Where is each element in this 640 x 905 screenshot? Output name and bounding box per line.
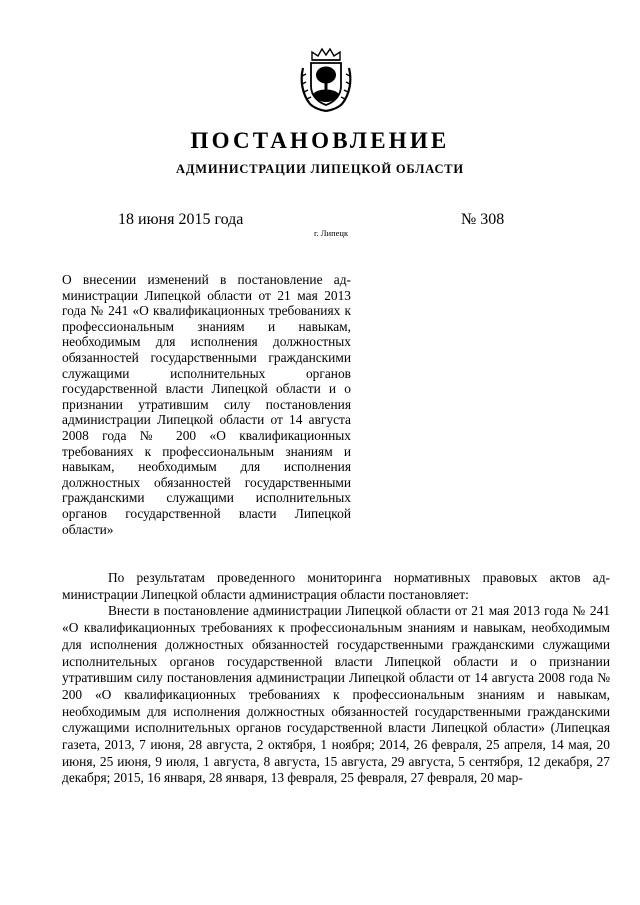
body-paragraph: По результатам проведенного мониторинга нормативных правовых актов администрации Липецкой области администрация области постановляет: [62,570,610,602]
document-number: № 308 [461,211,505,228]
document-subtitle: АДМИНИСТРАЦИИ ЛИПЕЦКОЙ ОБЛАСТИ [176,162,464,176]
body-paragraph: Внести в постановление администрации Липецкой области от 21 мая 2013 года № 241 «О квалификационных требованиях к профессиональным знаниям и навыкам, необходимым для исполнения должностных обязанностей государственными гражданскими служащими исполнительных органов государственной власти Липецкой области и о признании утратившим силу постановления администрации Липецкой области от 14 августа 2008 года № 200 «О квалификационных требованиях к профессиональным знаниям и навыкам, необходимым для исполнения должностных обязанностей государственными гражданскими служащими исполнительных органов государственной власти Липецкой области» (Липецкая газета, 2013, 7 июня, 28 августа, 2 октября, 1 ноября; 2014, 26 февраля, 25 апреля, 14 мая, 20 июня, 25 июня, 9 июля, 1 августа, 8 августа, 15 августа, 29 августа, 5 сентября, 12 декабря, 27 декабря; 2015, 16 января, 28 января, 13 февраля, 25 февраля, 27 февраля, 20 мар- [62,603,610,786]
document-body [62,570,610,787]
document-city: г. Липецк [314,228,349,238]
document-subject: О внесении изменений в постановление администрации Липецкой области от 21 мая 2013 года № 241 «О квалификационных требованиях к профессиональным знаниям и навыкам, необходимым для исполнения должностных обязанностей государственными гражданскими служащими исполнительных органов государственной власти Липецкой области и о признании утратившим силу постановления администрации Липецкой области от 14 августа 2008 года № 200 «О квалификационных требованиях к профессиональным знаниям и навыкам, необходимым для исполнения должностных обязанностей государственными гражданскими служащими исполнительных органов государственной власти Липецкой области» [62,272,351,537]
coat-of-arms-icon [298,46,354,112]
document-date: 18 июня 2015 года [118,211,244,228]
document-title: ПОСТАНОВЛЕНИЕ [190,128,450,153]
